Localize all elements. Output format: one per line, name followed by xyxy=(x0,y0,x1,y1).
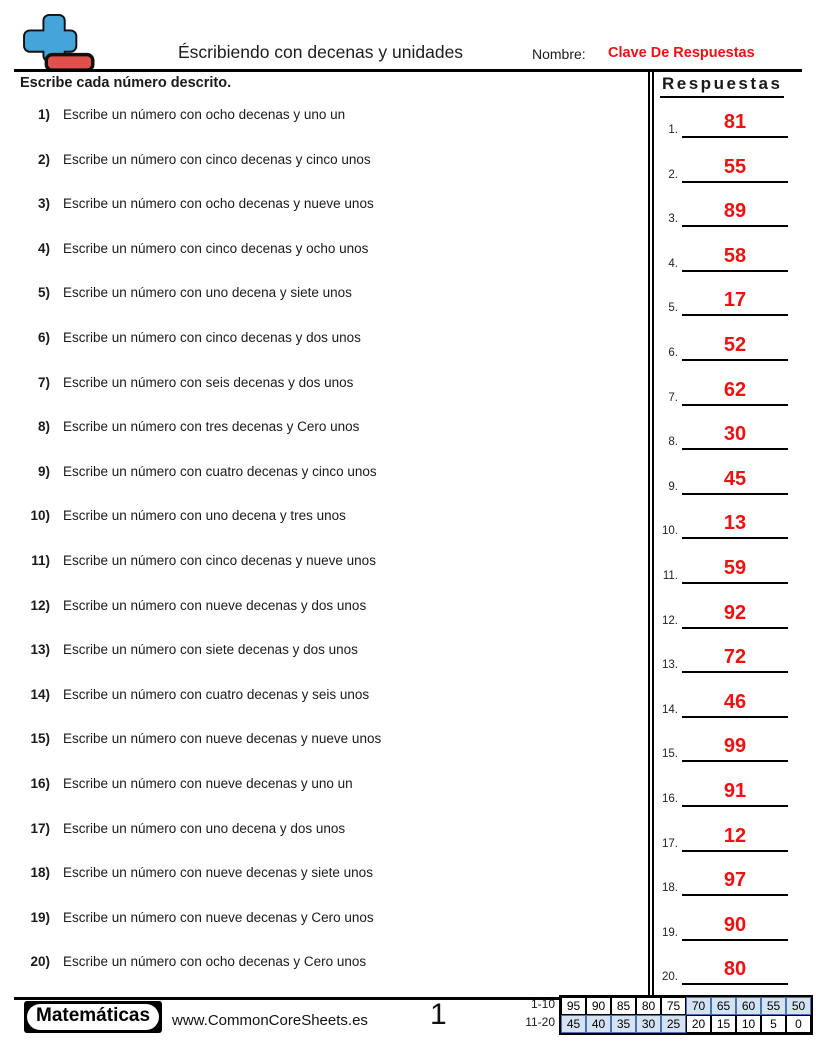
question-text: Escribe un número con siete decenas y dos unos xyxy=(63,642,358,658)
answer-row xyxy=(654,195,794,227)
question-row xyxy=(0,151,640,169)
question-row xyxy=(0,552,640,570)
score-cell: 55 xyxy=(761,997,786,1015)
answer-blank-line[interactable] xyxy=(682,850,788,852)
question-row xyxy=(0,284,640,302)
score-cell: 35 xyxy=(611,1015,636,1033)
question-text: Escribe un número con nueve decenas y Cero unos xyxy=(63,909,374,925)
answer-value: 46 xyxy=(723,690,747,713)
question-number: 14) xyxy=(30,686,50,702)
score-cell: 25 xyxy=(661,1015,686,1033)
answer-row xyxy=(654,597,794,629)
question-number: 11) xyxy=(31,553,50,568)
answer-value: 62 xyxy=(723,378,747,401)
answer-blank-line[interactable] xyxy=(682,760,788,762)
answer-blank-line[interactable] xyxy=(682,939,788,941)
answer-number: 15. xyxy=(662,748,678,761)
answer-number: 4. xyxy=(668,257,678,270)
score-row-label: 1-10 xyxy=(530,997,555,1011)
website-url: www.CommonCoreSheets.es xyxy=(172,1012,368,1029)
question-number: 18) xyxy=(30,865,50,881)
answer-row xyxy=(654,507,794,539)
question-row xyxy=(0,374,640,392)
question-number: 5) xyxy=(37,285,50,301)
question-text: Escribe un número con nueve decenas y siete unos xyxy=(63,865,373,881)
question-number: 13) xyxy=(30,642,50,658)
minus-icon xyxy=(46,55,93,71)
instruction-text: Escribe cada número descrito. xyxy=(20,75,232,91)
question-text: Escribe un número con cinco decenas y ocho unos xyxy=(63,240,369,256)
answer-value: 92 xyxy=(723,601,747,624)
question-text: Escribe un número con cuatro decenas y seis unos xyxy=(63,686,370,702)
answer-value: 81 xyxy=(723,111,747,133)
answer-number: 20. xyxy=(662,971,678,984)
answer-number: 12. xyxy=(662,614,678,627)
score-cell: 10 xyxy=(736,1015,761,1033)
answer-blank-line[interactable] xyxy=(682,181,788,183)
name-label: Nombre: xyxy=(532,46,586,62)
answer-number: 17. xyxy=(662,837,678,850)
answer-row xyxy=(654,686,794,718)
answer-value: 12 xyxy=(723,824,747,847)
question-number: 8) xyxy=(37,419,50,435)
answer-blank-line[interactable] xyxy=(682,404,788,406)
score-cell: 20 xyxy=(686,1015,711,1033)
question-number: 1) xyxy=(37,107,50,122)
answer-row xyxy=(654,374,794,406)
answer-blank-line[interactable] xyxy=(682,894,788,896)
answer-blank-line[interactable] xyxy=(682,537,788,539)
question-row xyxy=(0,953,640,971)
answer-row xyxy=(654,552,794,584)
question-row xyxy=(0,775,640,793)
score-cell: 85 xyxy=(611,997,636,1015)
question-number: 9) xyxy=(37,463,50,479)
question-row xyxy=(0,106,640,124)
answer-value: 97 xyxy=(723,869,747,892)
answer-row xyxy=(654,775,794,807)
score-cell: 75 xyxy=(661,997,686,1015)
answer-row xyxy=(654,953,794,985)
score-cell: 70 xyxy=(686,997,711,1015)
question-text: Escribe un número con nueve decenas y dos unos xyxy=(63,597,367,613)
answers-title: Respuestas xyxy=(660,74,784,98)
score-cell: 95 xyxy=(561,997,586,1015)
answer-blank-line[interactable] xyxy=(682,805,788,807)
question-text: Escribe un número con uno decena y dos unos xyxy=(63,820,346,836)
answer-value: 91 xyxy=(723,780,747,802)
question-text: Escribe un número con nueve decenas y uno un xyxy=(63,776,353,791)
answer-value: 89 xyxy=(723,200,747,223)
question-text: Escribe un número con cinco decenas y nueve unos xyxy=(63,553,376,568)
score-cell: 60 xyxy=(736,997,761,1015)
question-row xyxy=(0,418,640,436)
question-row xyxy=(0,730,640,748)
answer-blank-line[interactable] xyxy=(682,270,788,272)
worksheet-title: Éscribiendo con decenas y unidades xyxy=(178,42,464,62)
answer-number: 5. xyxy=(668,302,678,315)
question-number: 15) xyxy=(30,731,50,747)
question-number: 20) xyxy=(30,954,50,970)
question-text: Escribe un número con seis decenas y dos unos xyxy=(63,374,354,390)
answer-number: 16. xyxy=(662,793,678,805)
answer-value: 17 xyxy=(723,289,747,312)
question-number: 10) xyxy=(30,508,50,524)
answer-blank-line[interactable] xyxy=(682,136,788,138)
score-cell: 80 xyxy=(636,997,661,1015)
answer-blank-line[interactable] xyxy=(682,225,788,227)
answer-number: 3. xyxy=(668,213,678,226)
answer-blank-line[interactable] xyxy=(682,716,788,718)
answer-blank-line[interactable] xyxy=(682,359,788,361)
question-number: 3) xyxy=(37,196,50,212)
answer-value: 55 xyxy=(723,155,747,178)
score-table xyxy=(559,995,813,1035)
answer-number: 9. xyxy=(668,480,678,493)
answer-number: 2. xyxy=(668,168,678,181)
score-cell: 5 xyxy=(761,1015,786,1033)
question-number: 4) xyxy=(37,240,50,256)
question-text: Escribe un número con nueve decenas y nueve unos xyxy=(63,731,382,747)
score-cell: 40 xyxy=(586,1015,611,1033)
answer-number: 13. xyxy=(662,659,678,672)
question-row xyxy=(0,329,640,347)
answers-column xyxy=(654,0,794,1000)
answer-blank-line[interactable] xyxy=(682,448,788,450)
question-text: Escribe un número con ocho decenas y nueve unos xyxy=(63,196,374,212)
answer-number: 10. xyxy=(662,525,678,538)
answer-value: 80 xyxy=(723,958,747,981)
question-number: 17) xyxy=(30,820,50,836)
question-text: Escribe un número con cinco decenas y dos unos xyxy=(63,330,361,345)
question-row xyxy=(0,507,640,525)
answer-value: 52 xyxy=(723,334,747,356)
answer-key-label: Clave De Respuestas xyxy=(608,45,755,61)
question-row xyxy=(0,597,640,615)
question-text: Escribe un número con cuatro decenas y cinco unos xyxy=(63,463,377,479)
question-number: 12) xyxy=(30,597,50,613)
answer-row xyxy=(654,329,794,361)
question-row xyxy=(0,909,640,927)
answer-row xyxy=(654,864,794,896)
question-row xyxy=(0,686,640,704)
question-number: 7) xyxy=(37,374,50,390)
answer-value: 30 xyxy=(723,423,747,446)
question-text: Escribe un número con tres decenas y Cero unos xyxy=(63,419,360,435)
answer-number: 8. xyxy=(668,436,678,449)
answer-value: 45 xyxy=(723,467,747,490)
question-number: 19) xyxy=(30,909,50,925)
answer-row xyxy=(654,151,794,183)
answer-number: 11. xyxy=(662,570,678,582)
answer-row xyxy=(654,240,794,272)
question-text: Escribe un número con ocho decenas y uno un xyxy=(63,107,346,122)
question-number: 2) xyxy=(37,151,50,167)
answer-value: 13 xyxy=(723,512,747,535)
score-cell: 30 xyxy=(636,1015,661,1033)
answer-number: 7. xyxy=(668,391,678,404)
answer-blank-line[interactable] xyxy=(682,314,788,316)
score-row-label: 11-20 xyxy=(525,1015,555,1029)
brand-badge-label: Matemáticas xyxy=(27,1004,159,1030)
question-row xyxy=(0,463,640,481)
answer-row xyxy=(654,820,794,852)
question-row xyxy=(0,864,640,882)
answer-number: 1. xyxy=(668,124,678,136)
score-cell: 50 xyxy=(786,997,811,1015)
answer-value: 58 xyxy=(723,244,747,267)
score-row-labels xyxy=(500,995,555,1031)
answer-row xyxy=(654,106,794,138)
answer-blank-line[interactable] xyxy=(682,493,788,495)
answer-row xyxy=(654,418,794,450)
plus-minus-logo-icon xyxy=(14,12,98,74)
answer-row xyxy=(654,641,794,673)
answer-row xyxy=(654,909,794,941)
answer-value: 72 xyxy=(723,646,747,669)
question-text: Escribe un número con uno decena y siete unos xyxy=(63,285,352,301)
answer-row xyxy=(654,463,794,495)
question-text: Escribe un número con cinco decenas y cinco unos xyxy=(63,151,371,167)
question-text: Escribe un número con uno decena y tres unos xyxy=(63,508,346,524)
question-row xyxy=(0,240,640,258)
question-row xyxy=(0,195,640,213)
score-cell: 90 xyxy=(586,997,611,1015)
answer-row xyxy=(654,730,794,762)
score-cell: 0 xyxy=(786,1015,811,1033)
page-number: 1 xyxy=(430,998,447,1031)
answer-number: 18. xyxy=(662,882,678,895)
score-cell: 15 xyxy=(711,1015,736,1033)
answer-value: 59 xyxy=(723,557,747,579)
answer-value: 90 xyxy=(723,913,747,936)
answer-blank-line[interactable] xyxy=(682,627,788,629)
score-cell: 65 xyxy=(711,997,736,1015)
answer-value: 99 xyxy=(723,735,747,758)
question-number: 16) xyxy=(30,776,50,791)
answer-blank-line[interactable] xyxy=(682,582,788,584)
question-row xyxy=(0,820,640,838)
answer-blank-line[interactable] xyxy=(682,671,788,673)
score-cell: 45 xyxy=(561,1015,586,1033)
answer-number: 6. xyxy=(668,347,678,359)
answer-number: 14. xyxy=(662,703,678,716)
answer-blank-line[interactable] xyxy=(682,983,788,985)
question-number: 6) xyxy=(37,330,50,345)
question-text: Escribe un número con ocho decenas y Cero unos xyxy=(63,954,367,970)
brand-badge xyxy=(24,1001,162,1033)
answer-number: 19. xyxy=(662,926,678,939)
question-row xyxy=(0,641,640,659)
answer-row xyxy=(654,284,794,316)
